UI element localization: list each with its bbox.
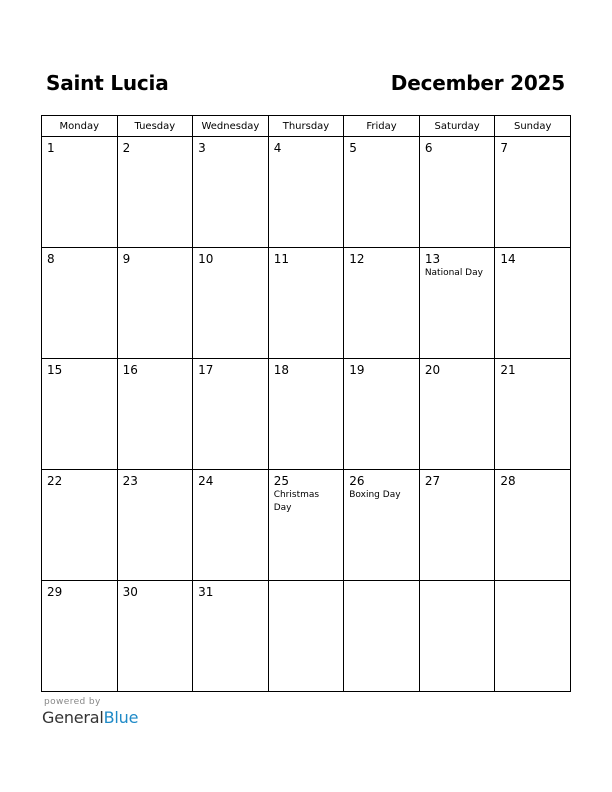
day-cell [495, 581, 571, 692]
day-cell [193, 248, 269, 359]
holiday-label: Boxing Day [349, 490, 401, 500]
day-number: 28 [500, 474, 516, 488]
brand-logo-part1: General [42, 708, 104, 727]
day-number: 17 [198, 363, 214, 377]
day-cell [42, 470, 118, 581]
day-cell [419, 359, 495, 470]
day-number: 20 [424, 363, 441, 377]
day-cell [193, 137, 269, 248]
holiday-label: National Day [424, 268, 483, 278]
day-number: 11 [273, 252, 289, 266]
day-number: 1 [47, 141, 55, 155]
weekday-header: Thursday [268, 116, 344, 137]
day-cell [117, 581, 193, 692]
day-number: 29 [47, 585, 63, 599]
holiday-label: Christmas Day [273, 490, 320, 513]
weekday-header: Saturday [419, 116, 495, 137]
week-row [42, 470, 571, 581]
week-row [42, 359, 571, 470]
day-number: 6 [424, 141, 433, 155]
day-number: 19 [349, 363, 365, 377]
day-number: 18 [273, 363, 289, 377]
day-cell [117, 137, 193, 248]
week-row [42, 137, 571, 248]
calendar-grid [41, 115, 571, 692]
day-number [269, 581, 344, 585]
day-number [344, 581, 419, 585]
day-number: 5 [349, 141, 357, 155]
day-number: 2 [122, 141, 131, 155]
weekday-header: Friday [344, 116, 420, 137]
weekday-header-row [42, 116, 571, 137]
day-number: 3 [198, 141, 206, 155]
country-title: Saint Lucia [46, 71, 169, 95]
day-cell [419, 137, 495, 248]
day-number: 30 [122, 585, 138, 599]
day-number: 7 [500, 141, 509, 155]
day-cell [117, 248, 193, 359]
day-number [495, 581, 570, 585]
day-number: 22 [47, 474, 63, 488]
day-cell [42, 581, 118, 692]
weekday-header: Monday [42, 116, 118, 137]
day-number: 25 [273, 474, 289, 488]
day-cell [193, 581, 269, 692]
day-cell [193, 470, 269, 581]
day-number: 14 [500, 252, 516, 266]
day-cell [42, 359, 118, 470]
day-cell [268, 470, 344, 581]
day-number: 13 [424, 252, 441, 266]
day-cell [268, 581, 344, 692]
day-cell [495, 359, 571, 470]
day-number: 23 [122, 474, 138, 488]
month-title: December 2025 [390, 71, 565, 95]
day-cell [42, 248, 118, 359]
day-cell [117, 359, 193, 470]
day-number: 9 [122, 252, 131, 266]
week-row [42, 581, 571, 692]
day-cell [419, 470, 495, 581]
day-cell [495, 470, 571, 581]
day-number: 16 [122, 363, 138, 377]
weekday-header: Wednesday [193, 116, 269, 137]
day-number: 12 [349, 252, 365, 266]
day-cell [42, 137, 118, 248]
day-number: 31 [198, 585, 214, 599]
day-number [420, 581, 495, 585]
powered-by-label: powered by [44, 697, 101, 707]
day-number: 8 [47, 252, 55, 266]
day-cell [193, 359, 269, 470]
weekday-header: Tuesday [117, 116, 193, 137]
day-cell [495, 137, 571, 248]
day-cell [419, 248, 495, 359]
day-number: 21 [500, 363, 516, 377]
week-row [42, 248, 571, 359]
day-cell [344, 581, 420, 692]
brand-logo[interactable] [42, 708, 138, 727]
day-cell [117, 470, 193, 581]
day-cell [419, 581, 495, 692]
day-cell [268, 359, 344, 470]
day-cell [495, 248, 571, 359]
day-number: 24 [198, 474, 214, 488]
brand-logo-part2: Blue [103, 708, 139, 727]
day-cell [344, 248, 420, 359]
day-cell [344, 470, 420, 581]
day-cell [268, 137, 344, 248]
day-cell [344, 137, 420, 248]
day-number: 15 [47, 363, 63, 377]
day-number: 26 [349, 474, 365, 488]
day-number: 27 [424, 474, 441, 488]
day-number: 10 [198, 252, 214, 266]
day-cell [268, 248, 344, 359]
day-number: 4 [273, 141, 282, 155]
weekday-header: Sunday [495, 116, 571, 137]
day-cell [344, 359, 420, 470]
